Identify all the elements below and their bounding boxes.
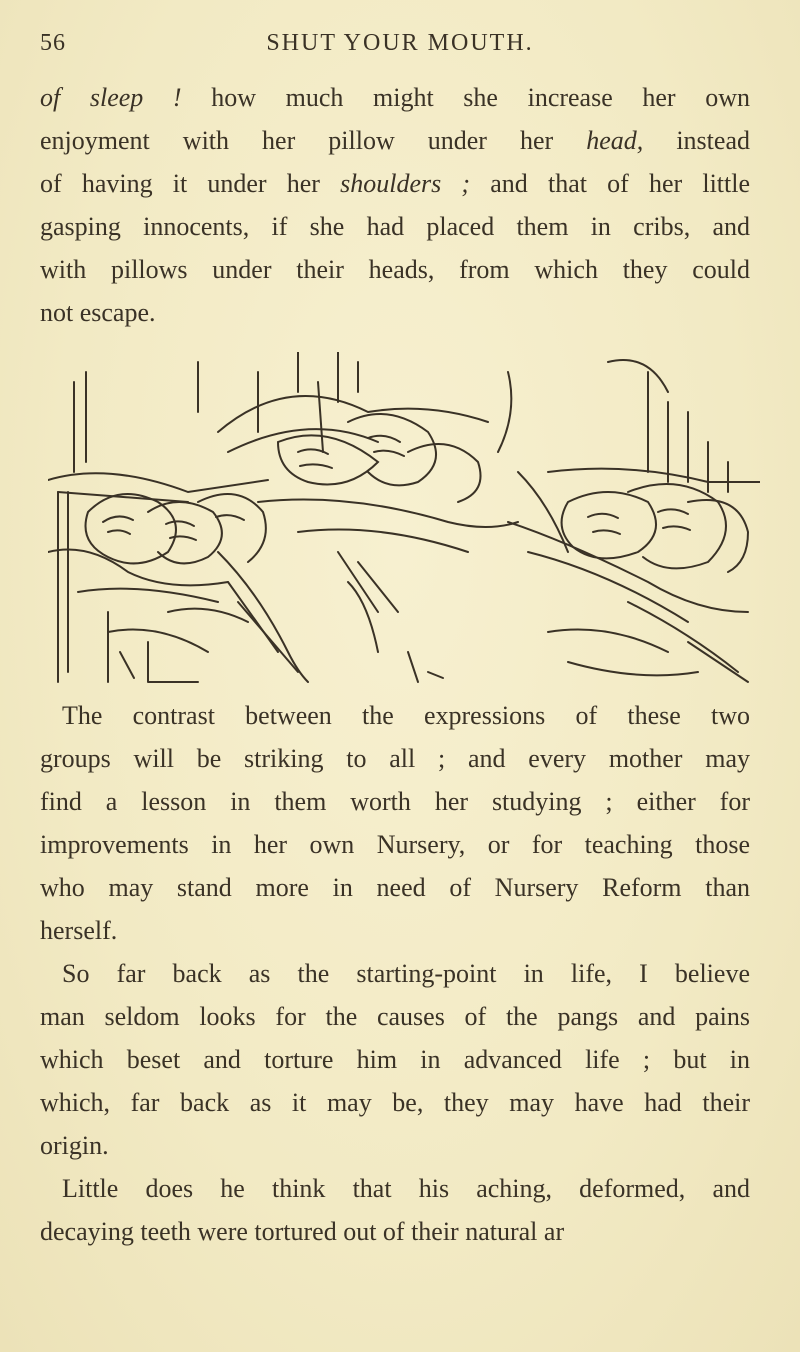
text-line: with pillows under their heads, from which they could (40, 255, 750, 284)
page-number: 56 (40, 30, 66, 56)
sleeping-children-illustration (48, 352, 760, 688)
text-line: of having it under her shoulders ; and that of her little (40, 169, 751, 198)
italic-phrase: shoulders ; (340, 169, 471, 198)
text-line: of sleep ! how much might she increase her own (40, 83, 750, 112)
right-crib (498, 360, 760, 492)
text-line: find a lesson in them worth her studying ; either for (40, 787, 750, 816)
text-line: gasping innocents, if she had placed them in cribs, and (40, 212, 750, 241)
running-head (40, 30, 760, 60)
text-line: The contrast between the expressions of these two (62, 701, 750, 730)
middle-bed (198, 352, 518, 682)
text-line: enjoyment with her pillow under her head, instead (40, 126, 750, 155)
text-line: groups will be striking to all ; and every mother may (40, 744, 750, 773)
engraving-drawing (48, 352, 760, 688)
text-line: who may stand more in need of Nursery Reform than (40, 873, 750, 902)
text-line: origin. (40, 1131, 109, 1160)
paragraphs-contrast (40, 694, 750, 1253)
left-children-heads (48, 494, 266, 652)
italic-phrase: of sleep ! (40, 83, 182, 112)
right-children-heads (508, 472, 748, 682)
text-line: Little does he think that his aching, deformed, and (62, 1174, 750, 1203)
text-line: decaying teeth were tortured out of their natural ar (40, 1217, 565, 1246)
italic-phrase: head, (586, 126, 644, 155)
text-line: which beset and torture him in advanced life ; but in (40, 1045, 750, 1074)
paragraph-sleep (40, 76, 750, 334)
left-sheet-folds (168, 552, 308, 682)
text-line: So far back as the starting-point in life, I believe (62, 959, 750, 988)
text-line: which, far back as it may be, they may have had their (40, 1088, 750, 1117)
running-title: SHUT YOUR MOUTH. (266, 30, 534, 56)
text-line: not escape. (40, 298, 156, 327)
text-line: herself. (40, 916, 118, 945)
text-line: man seldom looks for the causes of the pangs and pains (40, 1002, 750, 1031)
text-line: improvements in her own Nursery, or for teaching those (40, 830, 750, 859)
